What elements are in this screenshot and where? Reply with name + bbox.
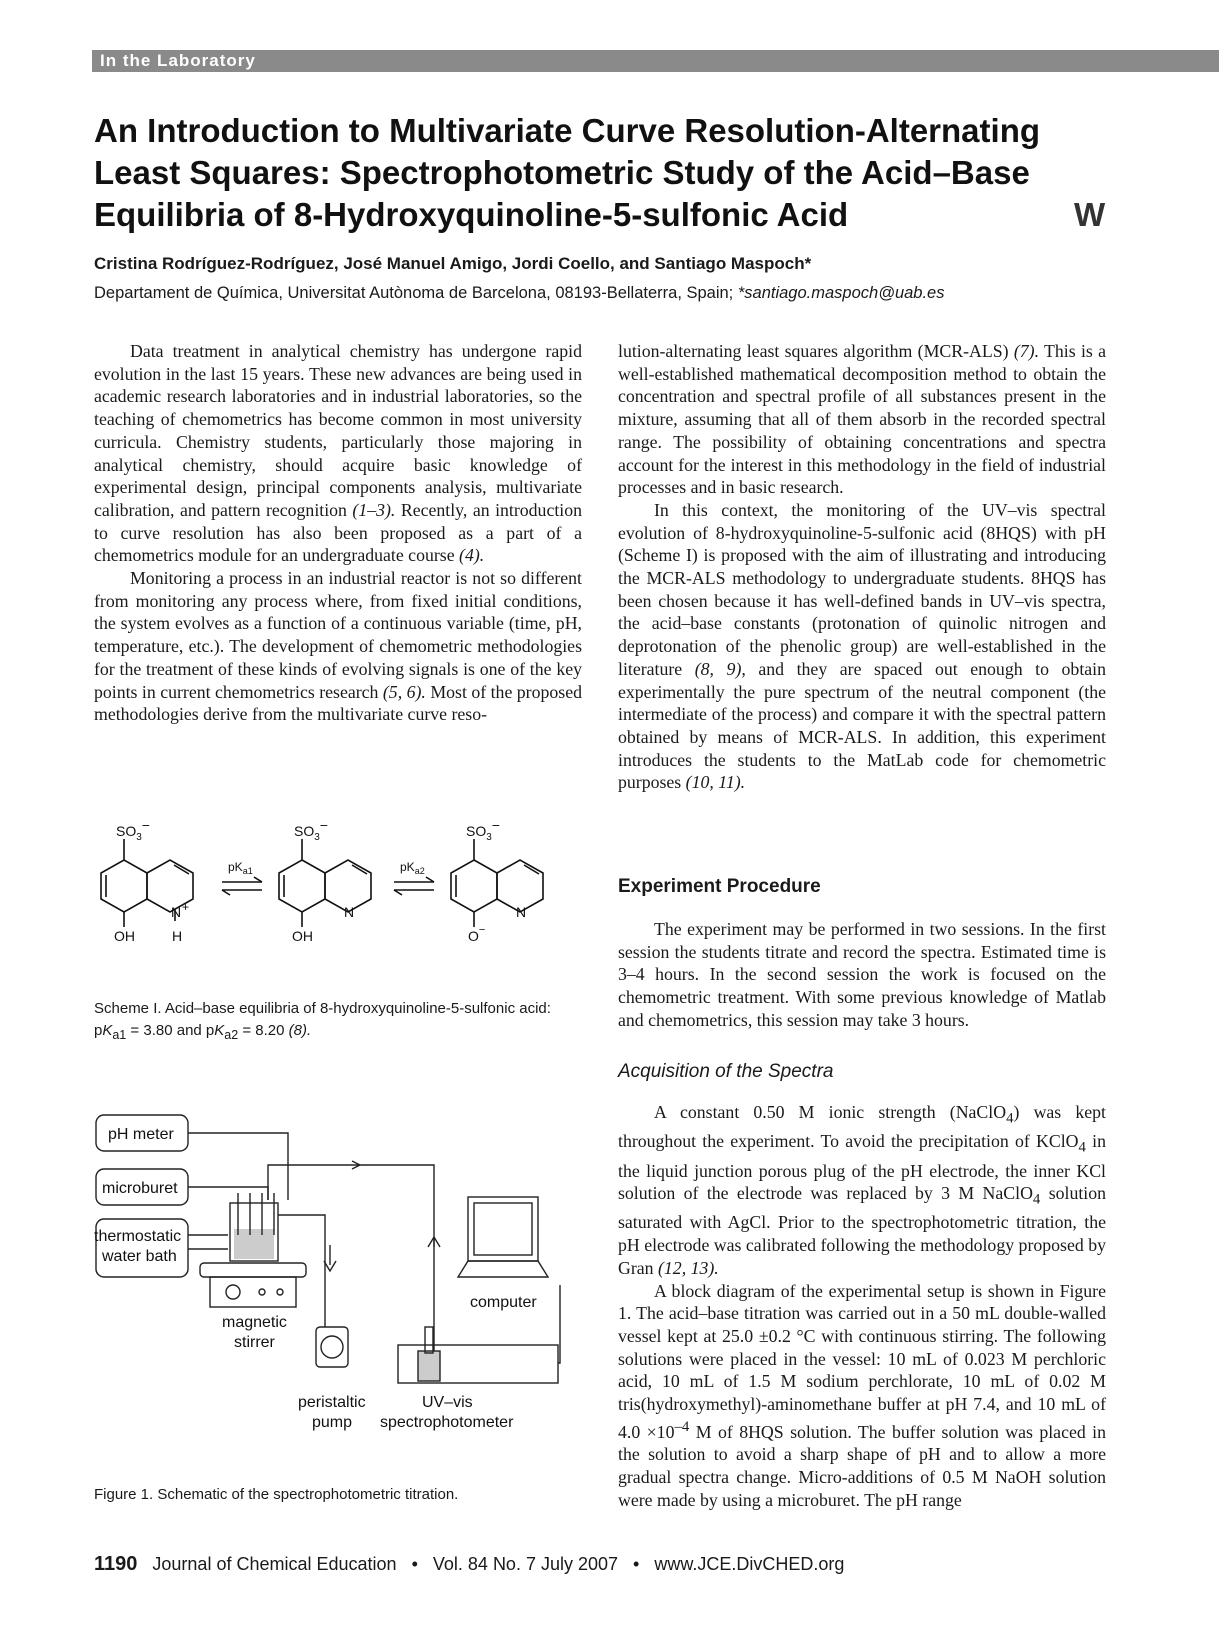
- computer-keyboard: [458, 1261, 548, 1277]
- separator: •: [411, 1554, 418, 1574]
- pump-label: pump: [312, 1414, 353, 1431]
- pka1-label: $pK_{a1}$: [228, 860, 253, 876]
- oh-label-1: OH: [114, 928, 135, 944]
- pka2-label: $pK_{a2}$: [400, 860, 425, 876]
- heading-experiment-procedure: Experiment Procedure: [618, 876, 821, 897]
- text: Data treatment in analytical chemistry has undergone rapid evolution in the last 15 years. These new advances are being used in academic research laboratories and in industrial laboratories, so the teaching of chemometrics has become common in most university curricula. Chemistry students, particularly those majoring in analytical chemistry, should acquire basic knowledge of experimental design, principal components analysis, multivariate calibration, and pattern recognition: [94, 341, 582, 520]
- paragraph: [94, 340, 582, 567]
- peristaltic-label: peristaltic: [298, 1394, 366, 1411]
- thermostatic-label: thermostatic: [94, 1228, 182, 1245]
- article-title: [94, 110, 1094, 236]
- figure-titration-schematic: [90, 1105, 600, 1465]
- paragraph: A block diagram of the experimental setup is shown in Figure 1. The acid–base titration was carried out in a 50 mL double-walled vessel kept at 25.0 ±0.2 °C with continuous stirring. The following solutions were placed in the vessel: 10 mL of 0.023 M perchloric acid, 10 mL of 1.5 M sodium perchlorate, 10 mL of 0.02 M tris(hydroxymethyl)-aminomethane buffer at pH 7.4, and 10 mL of $4.0 \times 10^{-4}$ M of 8HQS solution. The buffer solution was placed in the solution to avoid a sharp shape of pH and to allow a more gradual spectra change. Micro-additions of 0.5 M NaOH solution were made by using a microburet. The pH range: [618, 1280, 1106, 1510]
- oh-label-2: OH: [292, 928, 313, 944]
- uvvis-label: UV–vis: [422, 1394, 473, 1411]
- water-bath-label: water bath: [102, 1248, 177, 1265]
- paragraph: lution-alternating least squares algorithm (MCR-ALS) (7). This is a well-established mathematical decomposition method to obtain the concentration and spectral profile of all substances present in the mixture, assuming that all of them absorb in the recorded spectral range. The possibility of obtaining concentrations and spectra account for the interest in this methodology in the field of industrial processes and in basic research.: [618, 341, 1106, 498]
- affiliation-text: Departament de Química, Universitat Autònoma de Barcelona, 08193-Bellaterra, Spain;: [94, 284, 738, 302]
- section-header-bar: [92, 50, 1219, 72]
- journal-name: Journal of Chemical Education: [152, 1554, 397, 1574]
- page-number: 1190: [94, 1553, 138, 1575]
- title-line-2: Least Squares: Spectrophotometric Study of the Acid–Base: [94, 154, 1030, 191]
- separator: •: [633, 1554, 640, 1574]
- citation: (4).: [459, 545, 485, 566]
- paragraph: The experiment may be performed in two sessions. In the first session the students titrate and record the spectra. Estimated time is 3–4 hours. In the second session the work is focused on the chemometric treatment. With some previous knowledge of Matlab and chemometrics, this session may take 3 hours.: [618, 919, 1106, 1030]
- citation: (1–3).: [352, 499, 396, 520]
- right-column-acquisition: [618, 1101, 1106, 1512]
- journal-url[interactable]: www.JCE.DivCHED.org: [654, 1554, 845, 1574]
- so3-label-1: $SO_3-$: [116, 825, 150, 843]
- scheme-caption: Scheme I. Acid–base equilibria of 8-hydroxyquinoline-5-sulfonic acid: $pK_{a1} = 3.80$ and $pK_{a2} = 8.20$ (8).: [94, 1000, 551, 1042]
- so3-label-2: $SO_3-$: [294, 825, 328, 843]
- molecule-deprotonated: [451, 839, 543, 927]
- left-column: [94, 340, 582, 726]
- web-supplement-icon: W: [1074, 196, 1106, 233]
- text: Most of the proposed methodologies derive from the multivariate curve reso-: [94, 681, 582, 725]
- paragraph: In this context, the monitoring of the UV–vis spectral evolution of 8-hydroxyquinoline-5-sulfonic acid (8HQS) with pH (Scheme I) is proposed with the aim of illustrating and introducing the MCR-ALS methodology to undergraduate students. 8HQS has been chosen because it has well-defined bands in UV–vis spectra, the acid–base constants (protonation of quinolic nitrogen and deprotonation of the phenolic group) are well-established in the literature (8, 9), and they are spaced out enough to obtain experimentally the pure spectrum of the neutral component (the intermediate of the process) and compare it with the spectral pattern obtained by means of MCR-ALS. In addition, this experiment introduces the students to the MatLab code for chemometric purposes (10, 11).: [618, 499, 1106, 793]
- computer-screen: [468, 1197, 538, 1261]
- text: Monitoring a process in an industrial reactor is not so different from monitoring any process where, from fixed initial conditions, the system evolves as a function of a continuous variable (time, pH, temperature, etc.). The development of chemometric methodologies for the treatment of these kinds of evolving signals is one of the key points in current chemometrics research: [94, 568, 582, 702]
- so3-label-3: $SO_3-$: [466, 825, 500, 843]
- computer-label: computer: [470, 1294, 537, 1311]
- volume-issue: Vol. 84 No. 7 July 2007: [432, 1554, 619, 1574]
- plus-label: +: [182, 900, 190, 914]
- authors: Cristina Rodríguez-Rodríguez, José Manuel Amigo, Jordi Coello, and Santiago Maspoch*: [94, 254, 812, 273]
- text: Recently, an introduction to curve resolution has also been proposed as a part of a chemometrics module for an undergraduate course: [94, 499, 582, 566]
- right-column-procedure: [618, 918, 1106, 1032]
- title-line-3: Equilibria of 8-Hydroxyquinoline-5-sulfonic Acid: [94, 196, 849, 233]
- figure-caption: Figure 1. Schematic of the spectrophotometric titration.: [94, 1486, 459, 1503]
- section-label: In the Laboratory: [100, 51, 256, 70]
- microburet-label: microburet: [102, 1180, 178, 1197]
- stirrer-label: stirrer: [234, 1334, 275, 1351]
- author-email: *santiago.maspoch@uab.es: [737, 284, 945, 302]
- ph-meter-label: pH meter: [108, 1126, 174, 1143]
- n-label-3: N: [516, 904, 527, 920]
- o-label: O−: [468, 924, 486, 944]
- heading-acquisition: Acquisition of the Spectra: [618, 1061, 834, 1082]
- affiliation: [94, 284, 945, 303]
- page-footer: [94, 1553, 844, 1576]
- paragraph: [94, 567, 582, 726]
- right-column-top: [618, 340, 1106, 794]
- n-label-1: N: [171, 904, 182, 920]
- magnetic-label: magnetic: [222, 1314, 287, 1331]
- title-line-1: An Introduction to Multivariate Curve Resolution-Alternating: [94, 112, 1041, 149]
- n-label-2: N: [344, 904, 355, 920]
- molecule-neutral: [279, 839, 371, 927]
- citation: (5, 6).: [382, 681, 426, 702]
- h-label: H: [172, 928, 183, 944]
- spectrophotometer-label: spectrophotometer: [380, 1414, 514, 1431]
- scheme-acid-base-equilibria: [94, 825, 614, 995]
- paragraph: A constant 0.50 M ionic strength (NaClO$_4$) was kept throughout the experiment. To avoid the precipitation of KClO$_4$ in the liquid junction porous plug of the pH electrode, the inner KCl solution of the electrode was replaced by 3 M NaClO$_4$ solution saturated with AgCl. Prior to the spectrophotometric titration, the pH electrode was calibrated following the methodology proposed by Gran (12, 13).: [618, 1102, 1107, 1278]
